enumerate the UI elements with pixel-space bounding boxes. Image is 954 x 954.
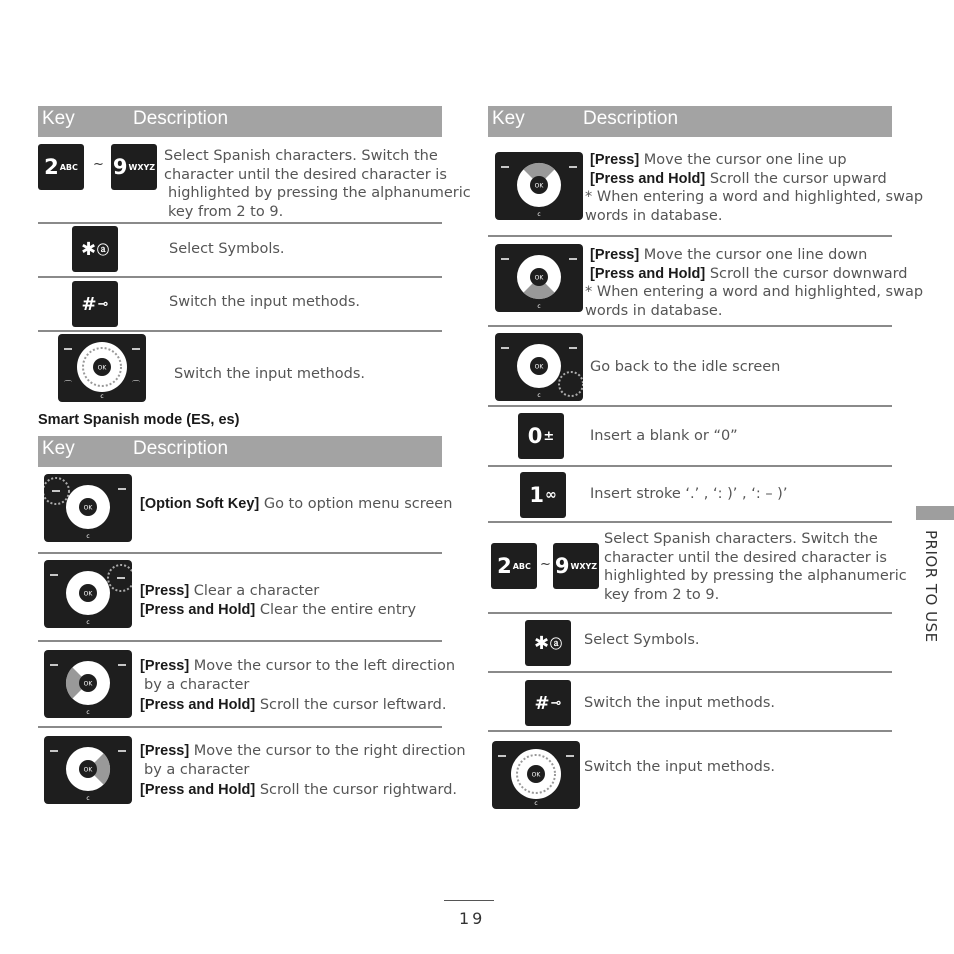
row-divider: [38, 640, 442, 642]
svg-text:OK: OK: [83, 680, 93, 688]
row-divider: [38, 276, 442, 278]
page-number-rule: [444, 900, 494, 901]
svg-text:c: c: [534, 800, 538, 807]
switch-input-text-nav: Switch the input methods.: [584, 759, 776, 775]
row-divider: [38, 222, 442, 224]
key-9-wxyz: 9 WXYZ: [553, 543, 599, 589]
row-divider: [488, 612, 892, 614]
nav-right-description: [Press] Move the cursor to the right direction by a character [Press and Hold] Scroll the cursor rightward.: [140, 743, 466, 798]
description-column-header: Description: [583, 108, 679, 129]
insert-stroke-text: Insert stroke ‘.’ , ‘: )’ , ‘: – )’: [590, 486, 788, 502]
row-divider: [38, 330, 442, 332]
row-divider: [38, 552, 442, 554]
description-column-header: Description: [133, 108, 229, 129]
svg-text:OK: OK: [83, 766, 93, 774]
keypad-end-key-icon: [495, 333, 583, 401]
svg-text:c: c: [86, 533, 90, 540]
keypad-clear-key-icon: [44, 560, 132, 628]
range-tilde: ~: [540, 557, 551, 572]
svg-text:c: c: [537, 303, 541, 310]
insert-blank-text: Insert a blank or “0”: [590, 428, 738, 444]
key-star-symbols: ✱ ⓐ: [72, 226, 118, 272]
svg-text:c: c: [100, 393, 104, 400]
description-column-header: Description: [133, 438, 229, 459]
nav-left-description: [Press] Move the cursor to the left direction by a character [Press and Hold] Scroll the cursor leftward.: [140, 658, 456, 713]
svg-text:c: c: [86, 619, 90, 626]
keypad-nav-ring-icon: [492, 741, 580, 809]
switch-input-text-nav: Switch the input methods.: [174, 366, 366, 382]
spanish-char-description: Select Spanish characters. Switch the character until the desired character is highlighted by pressing the alphanumeric key from 2 to 9.: [164, 148, 471, 220]
select-symbols-text: Select Symbols.: [169, 241, 285, 257]
key-column-header: Key: [492, 108, 525, 129]
row-divider: [488, 730, 892, 732]
svg-text:OK: OK: [534, 274, 544, 282]
svg-text:OK: OK: [97, 364, 107, 372]
key-hash-input-method: # ⊸: [72, 281, 118, 327]
svg-text:OK: OK: [531, 771, 541, 779]
option-softkey-description: [Option Soft Key] Go to option menu screen: [140, 496, 453, 512]
spanish-char-description: Select Spanish characters. Switch the character until the desired character is highlighted by pressing the alphanumeric key from 2 to 9.: [604, 531, 907, 603]
svg-text:c: c: [537, 211, 541, 218]
key-star-symbols: ✱ ⓐ: [525, 620, 571, 666]
row-divider: [488, 465, 892, 467]
svg-text:c: c: [537, 392, 541, 399]
key-0-space: 0 ±: [518, 413, 564, 459]
row-divider: [488, 405, 892, 407]
keypad-left-softkey-icon: [44, 474, 132, 542]
key-hash-input-method: # ⊸: [525, 680, 571, 726]
row-divider: [38, 726, 442, 728]
nav-up-description: [Press] Move the cursor one line up [Press and Hold] Scroll the cursor upward * When entering a word and highlighted, swap words in database.: [585, 152, 924, 224]
svg-text:⌒: ⌒: [132, 380, 140, 389]
clear-key-description: [Press] Clear a character [Press and Hold] Clear the entire entry: [140, 583, 417, 618]
keypad-nav-ring-icon: [58, 334, 146, 402]
key-1-voicemail: 1 ∞: [520, 472, 566, 518]
end-key-description: Go back to the idle screen: [590, 359, 781, 375]
range-tilde: ~: [93, 157, 104, 172]
keypad-nav-left-icon: [44, 650, 132, 718]
key-2-abc: 2 ABC: [491, 543, 537, 589]
svg-text:OK: OK: [534, 363, 544, 371]
key-9-wxyz: 9 WXYZ: [111, 144, 157, 190]
switch-input-text: Switch the input methods.: [169, 294, 361, 310]
nav-down-description: [Press] Move the cursor one line down [Press and Hold] Scroll the cursor downward * When entering a word and highlighted, swap words in database.: [585, 247, 924, 319]
side-tab-label: PRIOR TO USE: [922, 530, 940, 643]
key-column-header: Key: [42, 438, 75, 459]
keypad-nav-down-icon: [495, 244, 583, 312]
select-symbols-text: Select Symbols.: [584, 632, 700, 648]
svg-text:OK: OK: [534, 182, 544, 190]
svg-text:c: c: [86, 709, 90, 716]
svg-text:OK: OK: [83, 504, 93, 512]
key-2-abc: 2 ABC: [38, 144, 84, 190]
svg-text:OK: OK: [83, 590, 93, 598]
switch-input-text: Switch the input methods.: [584, 695, 776, 711]
key-column-header: Key: [42, 108, 75, 129]
row-divider: [488, 235, 892, 237]
table-header: [488, 106, 892, 137]
side-tab-marker: [916, 506, 954, 520]
row-divider: [488, 325, 892, 327]
row-divider: [488, 521, 892, 523]
section-title: Smart Spanish mode (ES, es): [38, 412, 240, 428]
table-header: [38, 436, 442, 467]
row-divider: [488, 671, 892, 673]
svg-text:⌒: ⌒: [64, 380, 72, 389]
keypad-nav-right-icon: [44, 736, 132, 804]
svg-text:c: c: [86, 795, 90, 802]
keypad-nav-up-icon: [495, 152, 583, 220]
page-number: 19: [459, 909, 486, 928]
table-header: [38, 106, 442, 137]
